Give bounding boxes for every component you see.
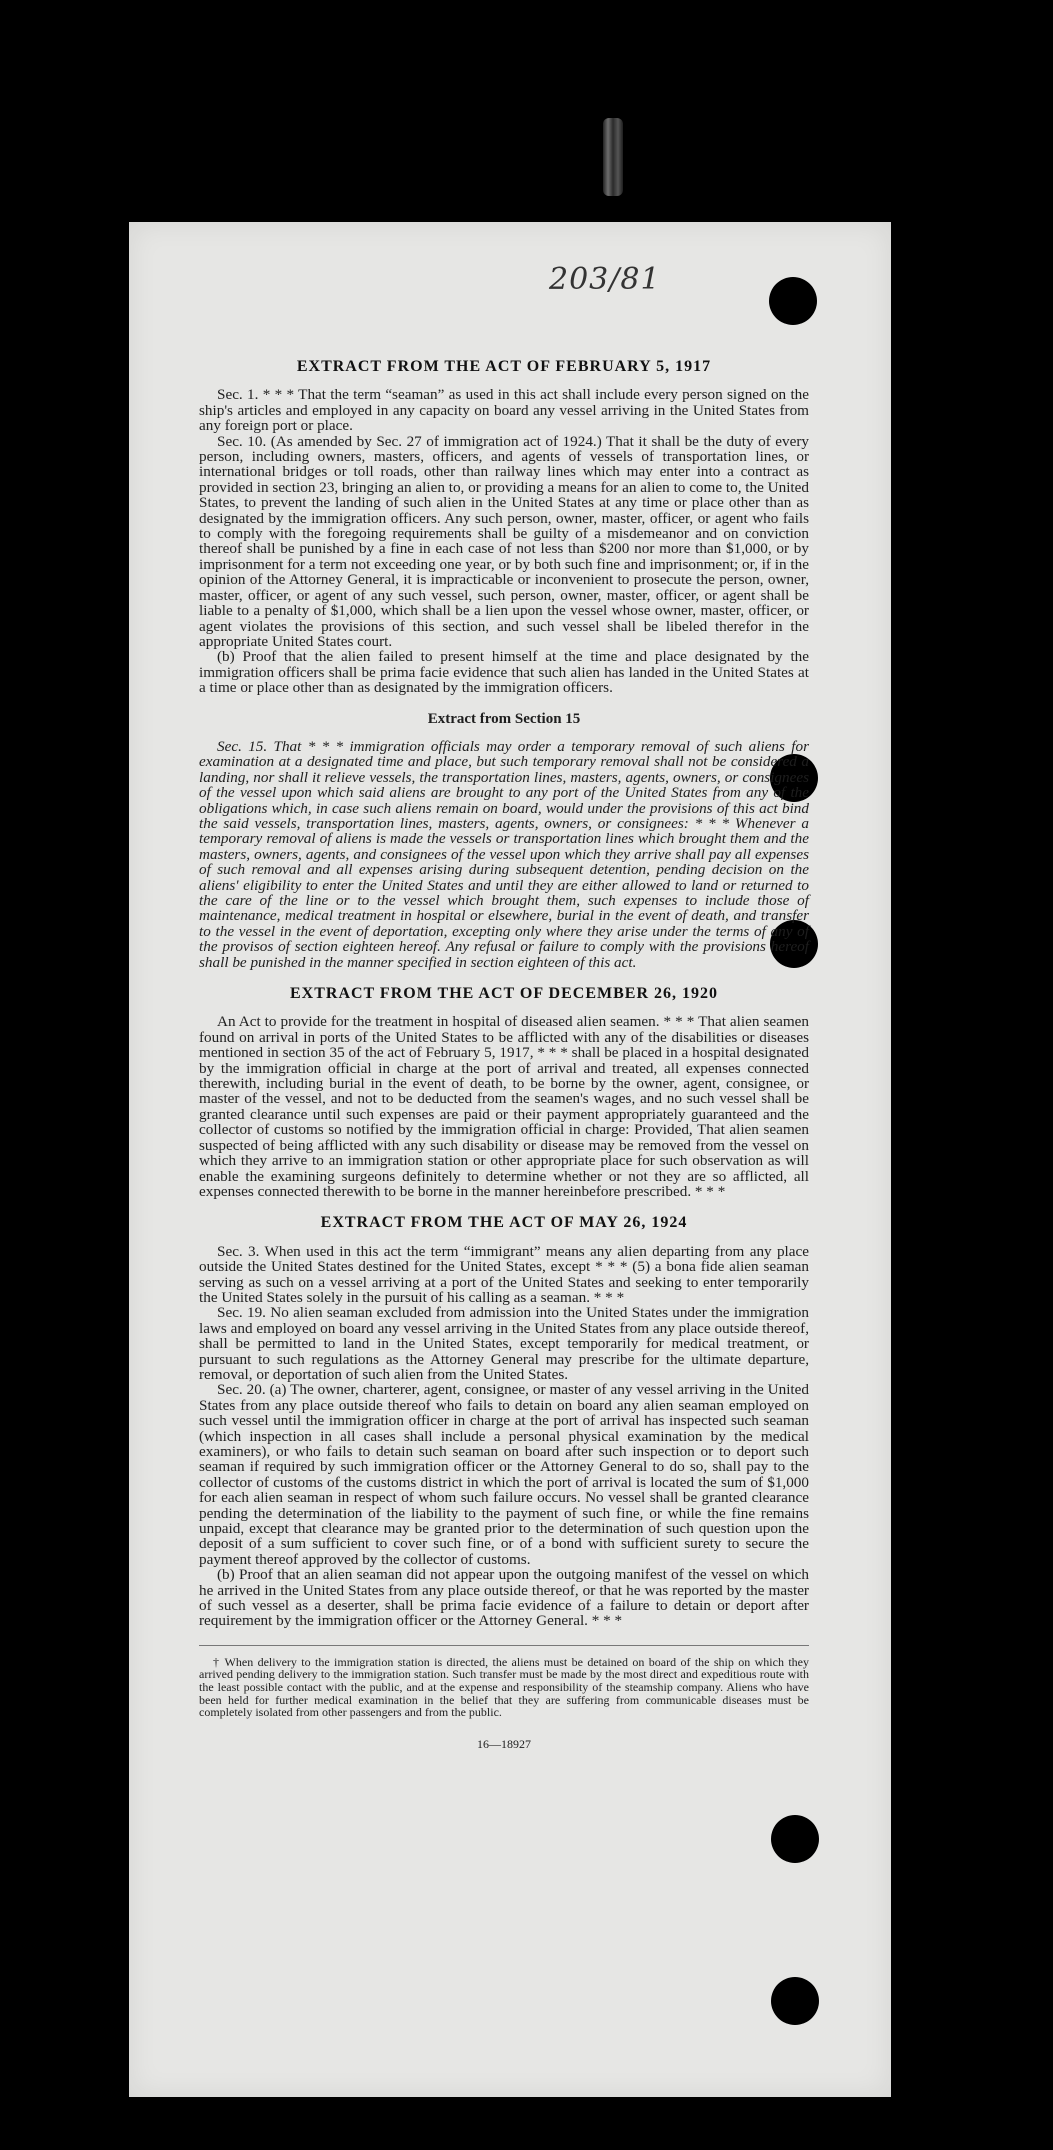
paragraph: An Act to provide for the treatment in hospital of diseased alien seamen. * * * That alien seamen found on arrival in ports of the United States to be afflicted with any of the disabilities or diseases mentioned in section 35 of the act of February 5, 1917, * * * shall be placed in a hospital designated by the immigration official in charge at the port of arrival and treated, all expenses connected therewith, including burial in the event of death, to be borne by the owner, agent, consignee, or master of the vessel, and not to be deducted from the seamen's wages, and no such vessel shall be granted clearance until such expenses are paid or their payment appropriately guaranteed and the collector of customs so notified by the immigration official in charge: Provided, That alien seamen suspected of being afflicted with any such disability or disease may be removed from the vessel on which they arrive to an immigration station or other appropriate place for such observation as will enable the examining surgeons definitely to determine whether or not they are so afflicted, all expenses connected therewith to be borne in the manner hereinbefore prescribed. * * * (199, 1013, 809, 1200)
section-heading: Extract from Section 15 (427, 710, 581, 727)
footnote (199, 1656, 809, 1719)
handwritten-file-number: 203/81 (549, 262, 661, 297)
section-heading: EXTRACT FROM THE ACT OF DECEMBER 26, 1920 (289, 985, 718, 1003)
punch-hole (771, 1977, 819, 2025)
print-code: 16—18927 (477, 1736, 531, 1751)
section-act-1917 (199, 359, 809, 696)
punch-hole (771, 1815, 819, 1863)
paragraph: Sec. 20. (a) The owner, charterer, agent, consignee, or master of any vessel arriving in the United States from any place outside thereof who fails to detain on board any alien seaman employed on such vessel until the immigration officer in charge at the port of arrival has inspected such seaman (which inspection in all cases shall include a personal physical examination by the medical examiners), or who fails to detain such seaman on board after such inspection or to deport such seaman if required by such immigration officer or the Attorney General to do so, shall pay to the collector of customs of the customs district in which the port of arrival is located the sum of $1,000 for each alien seaman in respect of whom such failure occurs. No vessel shall be granted clearance pending the determination of the liability to the payment of such fine, or while the fine remains unpaid, except that clearance may be granted prior to the determination of such question upon the deposit of a sum sufficient to cover such fine, or of a bond with sufficient surety to secure the payment thereof approved by the collector of customs. (199, 1381, 809, 1568)
footnote-text: † When delivery to the immigration station is directed, the aliens must be detained on board of the ship on which they arrived pending delivery to the immigration station. Such transfer must be made by the most direct and expeditious route with the least possible contact with the public, and at the expense and responsibility of the steamship company. Aliens who have been held for further medical examination in the belief that they are suffering from communicable diseases must be completely isolated from other passengers and from the public. (199, 1654, 809, 1720)
paragraph: Sec. 19. No alien seaman excluded from admission into the United States under the immigration laws and employed on board any vessel arriving in the United States from any place outside thereof, shall be permitted to land in the United States, except temporarily for medical treatment, or pursuant to such regulations as the Attorney General may prescribe for the ultimate departure, removal, or deportation of such alien from the United States. (199, 1304, 809, 1383)
document-page (129, 222, 891, 2097)
scan-artifact (603, 118, 623, 196)
footnote-divider (199, 1645, 809, 1646)
paragraph: Sec. 3. When used in this act the term “immigrant” means any alien departing from any place outside the United States destined for the United States, except * * * (5) a bona fide alien seaman serving as such on a vessel arriving at a port of the United States and seeking to enter temporarily the United States solely in the pursuit of his calling as a seaman. * * * (199, 1242, 809, 1306)
paragraph: Sec. 1. * * * That the term “seaman” as used in this act shall include every person signed on the ship's articles and employed in any capacity on board any vessel arriving in the United States from any foreign port or place. (199, 386, 809, 435)
section-heading: EXTRACT FROM THE ACT OF MAY 26, 1924 (320, 1214, 688, 1232)
document-body (199, 359, 809, 1752)
section-act-1924 (199, 1215, 809, 1629)
paragraph: Sec. 10. (As amended by Sec. 27 of immigration act of 1924.) That it shall be the duty of every person, including owners, masters, officers, and agents of vessels of transportation lines, or international bridges or toll roads, other than railway lines which may enter into a contract as provided in section 23, bringing an alien to, or providing a means for an alien to come to, the United States, to prevent the landing of such alien in the United States at any time or place other than as designated by the immigration officers. Any such person, owner, master, officer, or agent who fails to comply with the foregoing requirements shall be guilty of a misdemeanor and on conviction thereof shall be punished by a fine in each case of not less than $200 nor more than $1,000, or by imprisonment for a term not exceeding one year, or by both such fine and imprisonment; or, if in the opinion of the Attorney General, it is impracticable or inconvenient to prosecute the person, owner, master, officer, or agent of any such vessel, such person, owner, master, officer, or agent shall be liable to a penalty of $1,000, which shall be a lien upon the vessel whose owner, master, officer, or agent violates the provisions of this section, and such vessel shall be libeled therefor in the appropriate United States court. (199, 432, 809, 650)
paragraph: Sec. 15. That * * * immigration officials may order a temporary removal of such aliens for examination at a designated time and place, but such temporary removal shall not be considered a landing, nor shall it relieve vessels, the transportation lines, masters, agents, owners, or consignees of the vessel upon which said aliens are brought to any port of the United States from any of the obligations which, in case such aliens remain on board, would under the provisions of this act bind the said vessels, transportation lines, masters, agents, owners, or consignees: * * * Whenever a temporary removal of aliens is made the vessels or transportation lines which brought them and the masters, owners, agents, and consignees of the vessel upon which they arrive shall pay all expenses of such removal and all expenses arising during subsequent detention, pending decision on the aliens' eligibility to enter the United States and until they are either allowed to land or returned to the care of the line or to the vessel which brought them, such expenses to include those of maintenance, medical treatment in hospital or elsewhere, burial in the event of death, and transfer to the vessel in the event of deportation, excepting only where they arise under the terms of any of the provisos of section eighteen hereof. Any refusal or failure to comply with the provisions hereof shall be punished in the manner specified in section eighteen of this act. (199, 737, 809, 971)
section-extract-15 (199, 712, 809, 971)
paragraph: (b) Proof that the alien failed to present himself at the time and place designated by the immigration officers shall be prima facie evidence that such alien has landed in the United States at a time or place other than as designated by the immigration officers. (199, 648, 809, 697)
paragraph: (b) Proof that an alien seaman did not appear upon the outgoing manifest of the vessel on which he arrived in the United States from any place outside thereof, or that he was reported by the master of such vessel as a deserter, shall be prima facie evidence of a failure to detain or deport after requirement by the immigration officer or the Attorney General. * * * (199, 1566, 809, 1630)
section-act-1920 (199, 986, 809, 1199)
section-heading: EXTRACT FROM THE ACT OF FEBRUARY 5, 1917 (296, 358, 712, 375)
punch-hole (769, 277, 817, 325)
